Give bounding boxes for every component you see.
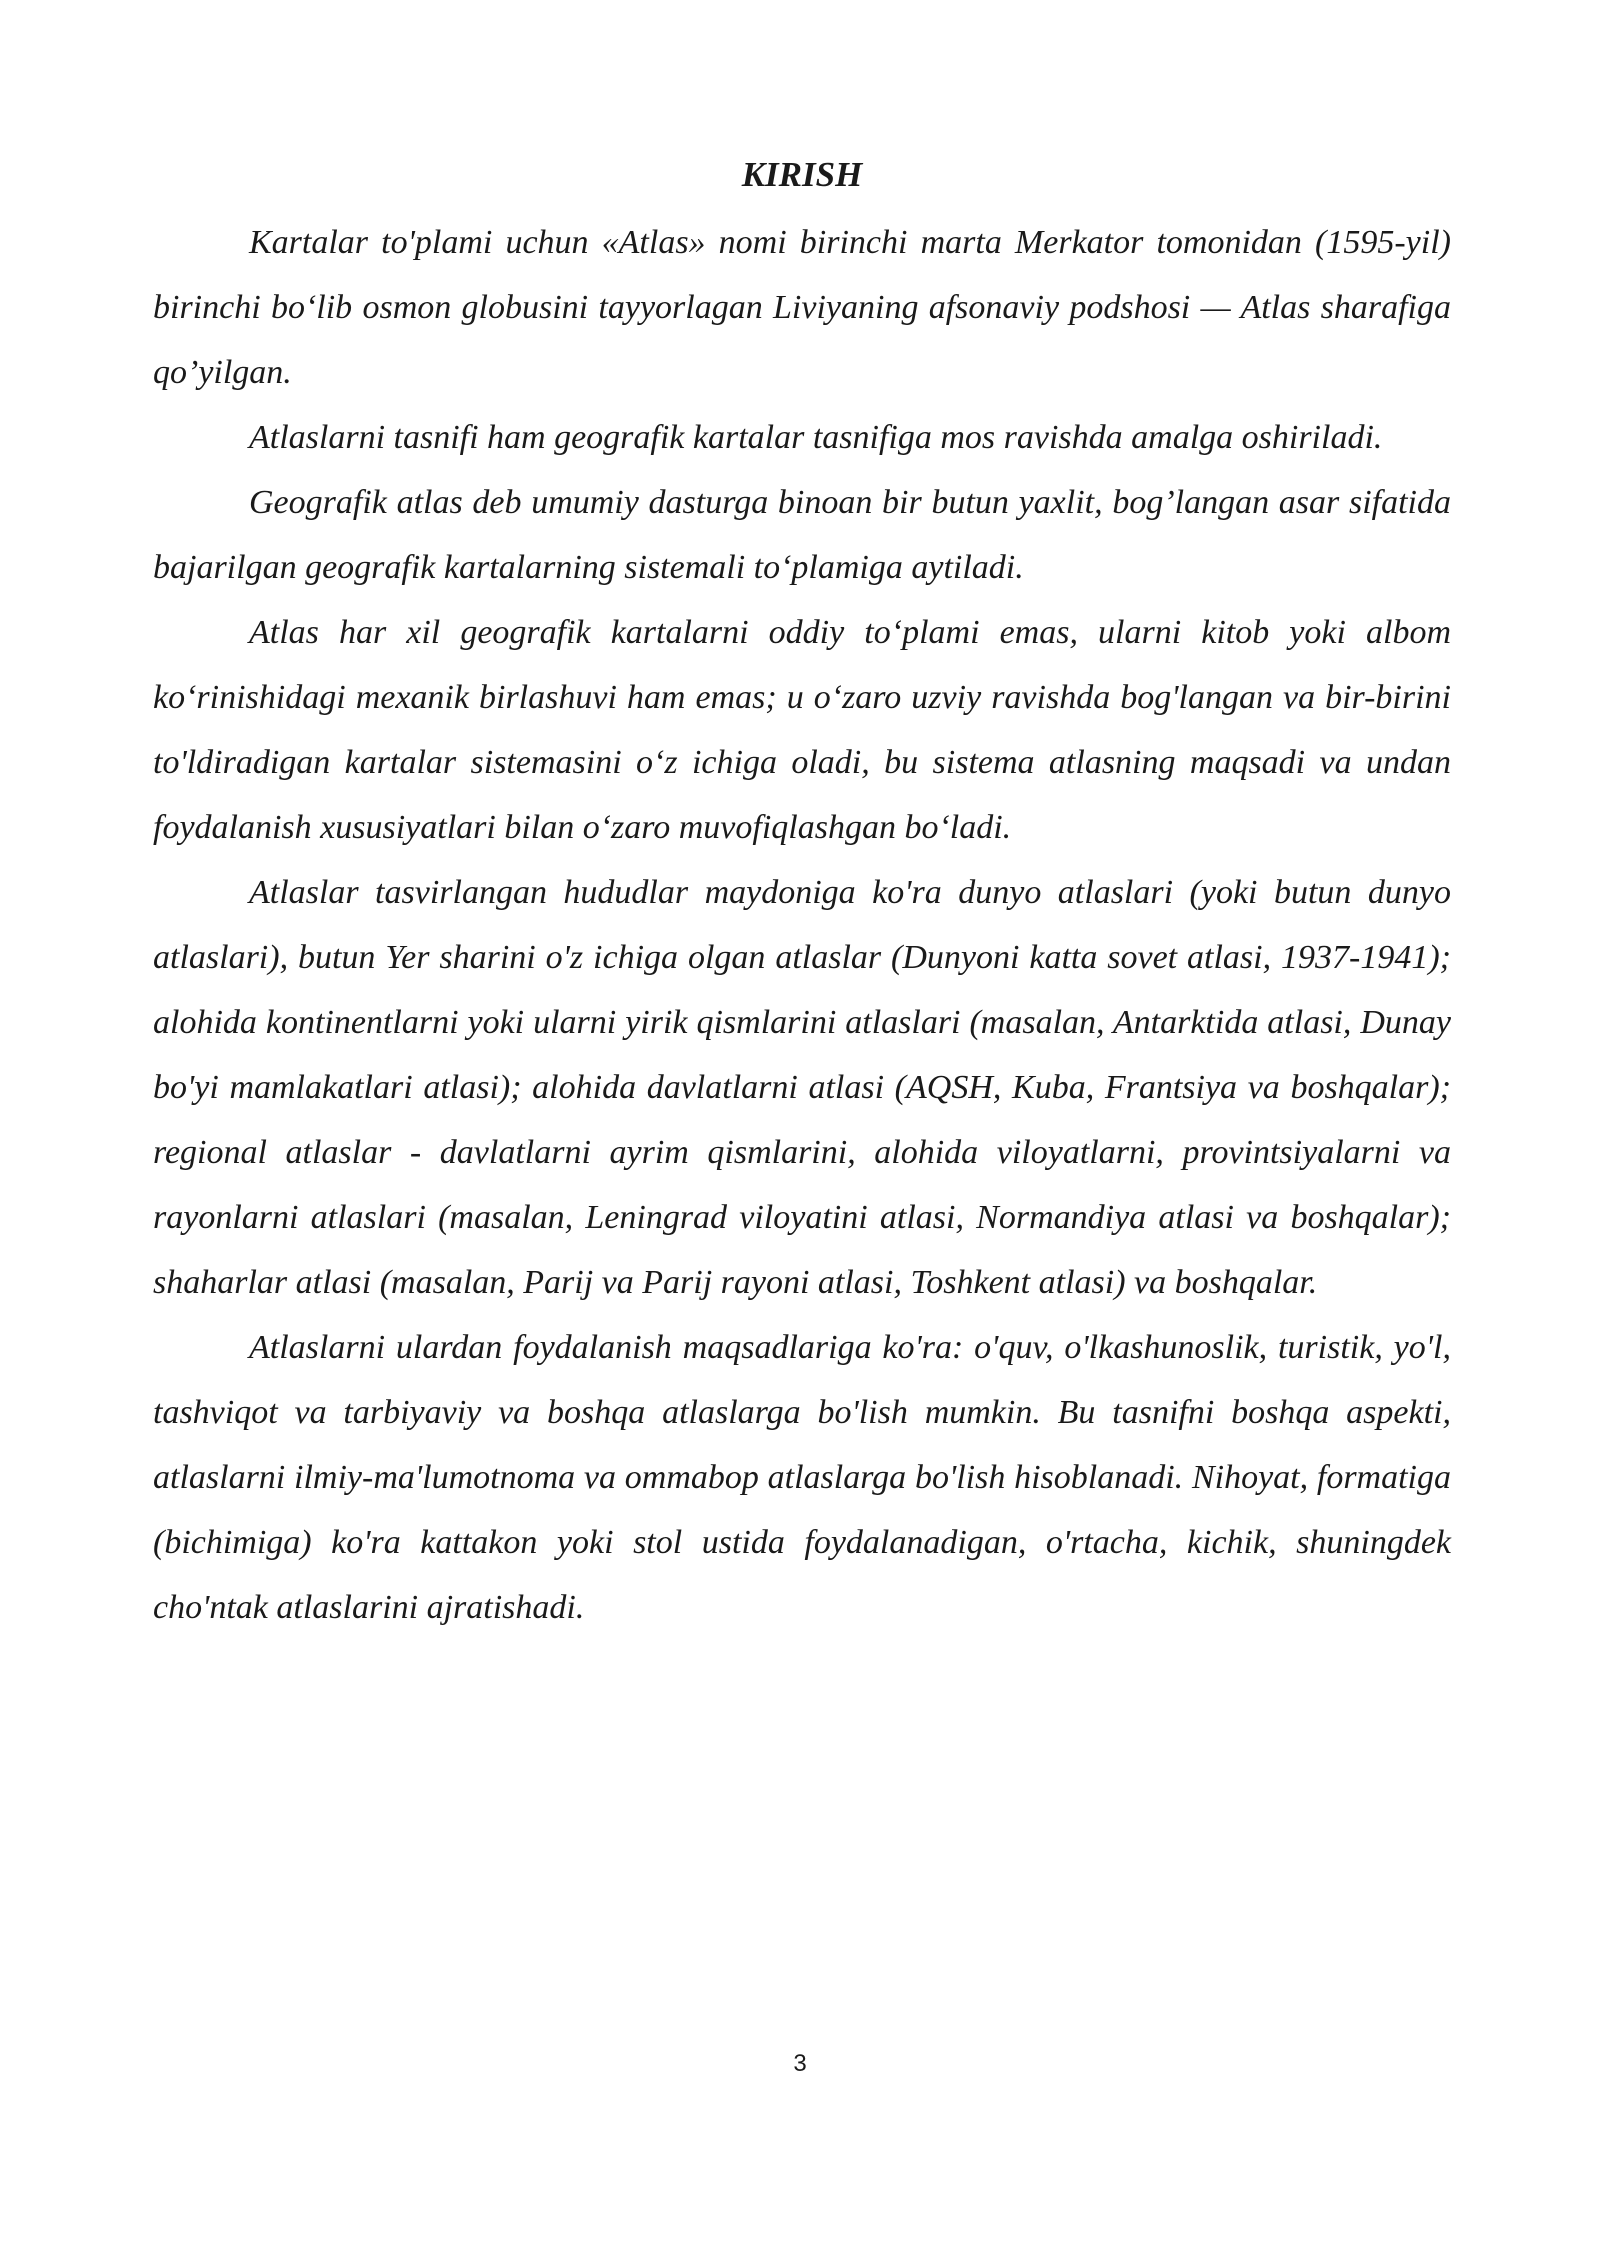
- paragraph-atlas-by-territory: Atlaslar tasvirlangan hududlar maydoniga ko'ra dunyo atlaslari (yoki butun dunyo atlaslari), butun Yer sharini o'z ichiga olgan atlaslar (Dunyoni katta sovet atlasi, 1937-1941); alohida kontinentlarni yoki ularni yirik qismlarini atlaslari (masalan, Antarktida atlasi, Dunay bo'yi mamlakatlari atlasi); alohida davlatlarni atlasi (AQSH, Kuba, Frantsiya va boshqalar); regional atlaslar - davlatlarni ayrim qismlarini, alohida viloyatlarni, provintsiyalarni va rayonlarni atlaslari (masalan, Leningrad viloyatini atlasi, Normandiya atlasi va boshqalar); shaharlar atlasi (masalan, Parij va Parij rayoni atlasi, Toshkent atlasi) va boshqalar.: [153, 874, 1451, 1301]
- paragraph-atlas-by-purpose: Atlaslarni ulardan foydalanish maqsadlariga ko'ra: o'quv, o'lkashunoslik, turistik, yo'l, tashviqot va tarbiyaviy va boshqa atlaslarga bo'lish mumkin. Bu tasnifni boshqa aspekti, atlaslarni ilmiy-ma'lumotnoma va ommabop atlaslarga bo'lish hisoblanadi. Nihoyat, formatiga (bichimiga) ko'ra kattakon yoki stol ustida foydalanadigan, o'rtacha, kichik, shuningdek cho'ntak atlaslarini ajratishadi.: [153, 1329, 1451, 1626]
- paragraph-atlas-name-origin: Kartalar to'plami uchun «Atlas» nomi birinchi marta Merkator tomonidan (1595-yil) birinchi bo‘lib osmon globusini tayyorlagan Liviyaning afsonaviy podshosi — Atlas sharafiga qo’yilgan.: [153, 224, 1451, 391]
- paragraph-atlas-classification: Atlaslarni tasnifi ham geografik kartalar tasnifiga mos ravishda amalga oshiriladi.: [249, 419, 1383, 456]
- paragraph-atlas-definition: Geografik atlas deb umumiy dasturga binoan bir butun yaxlit, bog’langan asar sifatida bajarilgan geografik kartalarning sistemali to‘plamiga aytiladi.: [153, 484, 1451, 586]
- paragraph-atlas-system: Atlas har xil geografik kartalarni oddiy to‘plami emas, ularni kitob yoki albom ko‘rinishidagi mexanik birlashuvi ham emas; u o‘zaro uzviy ravishda bog'langan va bir-birini to'ldiradigan kartalar sistemasini o‘z ichiga oladi, bu sistema atlasning maqsadi va undan foydalanish xususiyatlari bilan o‘zaro muvofiqlashgan bo‘ladi.: [153, 614, 1451, 846]
- section-title: KIRISH: [741, 155, 863, 194]
- page-number: 3: [793, 2050, 807, 2077]
- page-content: [153, 150, 1451, 1640]
